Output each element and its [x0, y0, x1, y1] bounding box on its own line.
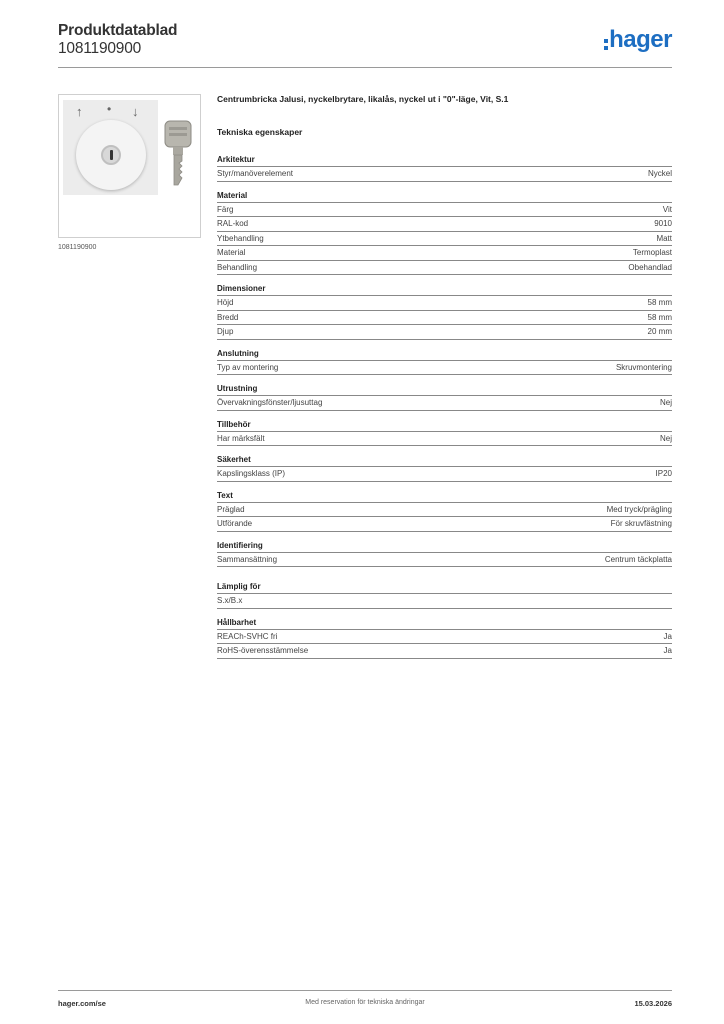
spec-row: [217, 167, 672, 182]
spec-value: Nej: [659, 433, 672, 443]
spec-label: RoHS-överensstämmelse: [217, 646, 309, 655]
key-switch-knob: [76, 120, 146, 190]
spec-value: För skruvfästning: [610, 519, 672, 528]
spec-value: 58 mm: [647, 298, 672, 307]
spec-section: [217, 455, 672, 482]
spec-label: RAL-kod: [217, 219, 249, 228]
section-title: Identifiering: [217, 541, 672, 553]
lock-cylinder: [101, 145, 121, 165]
spec-section: [217, 284, 672, 340]
spec-row: [217, 517, 672, 532]
spec-section: [217, 420, 672, 447]
section-title: Arkitektur: [217, 155, 672, 167]
spec-row: [217, 503, 672, 518]
spec-content: [217, 94, 672, 668]
spec-label: Utförande: [217, 519, 253, 528]
product-image: [58, 94, 201, 238]
spec-value: Ja: [663, 631, 672, 641]
spec-row: [217, 594, 672, 609]
spec-section: [217, 349, 672, 376]
spec-row: [217, 261, 672, 276]
spec-value: IP20: [655, 469, 672, 478]
section-title: Lämplig för: [217, 582, 672, 594]
spec-value: 58 mm: [647, 312, 672, 322]
image-caption: 1081190900: [58, 244, 97, 251]
section-title: Hållbarhet: [217, 618, 672, 630]
tech-heading: Tekniska egenskaper: [217, 127, 303, 137]
spec-label: Höjd: [217, 298, 234, 307]
dot-icon: •: [107, 102, 112, 116]
spec-row: [217, 217, 672, 232]
spec-row: [217, 396, 672, 411]
document-number: 1081190900: [58, 40, 142, 57]
section-title: Säkerhet: [217, 455, 672, 467]
section-title: Anslutning: [217, 349, 672, 361]
spec-label: Präglad: [217, 504, 245, 514]
spec-label: Ytbehandling: [217, 233, 264, 243]
spec-row: [217, 311, 672, 326]
spec-section: [217, 582, 672, 609]
spec-section: [217, 491, 672, 532]
spec-label: Sammansättning: [217, 554, 278, 564]
spec-value: Termoplast: [632, 248, 672, 257]
spec-value: 20 mm: [647, 327, 672, 336]
section-title: Dimensioner: [217, 284, 672, 296]
spec-label: Typ av montering: [217, 362, 279, 372]
spec-row: [217, 553, 672, 568]
spec-value: Skruvmontering: [615, 362, 672, 372]
section-title: Tillbehör: [217, 420, 672, 432]
spec-label: Kapslingsklass (IP): [217, 469, 286, 478]
footer-disclaimer: Med reservation för tekniska ändringar: [305, 999, 425, 1006]
spec-label: Behandling: [217, 262, 258, 272]
spec-sections: [217, 155, 672, 659]
spec-section: [217, 541, 672, 568]
spec-value: Matt: [656, 233, 672, 243]
spec-value: Vit: [662, 204, 672, 214]
page-header: [58, 22, 672, 68]
spec-row: [217, 232, 672, 247]
spec-section: [217, 618, 672, 659]
spec-section: [217, 155, 672, 182]
spec-value: Nyckel: [647, 169, 672, 178]
spec-section: [217, 384, 672, 411]
document-title: Produktdatablad: [58, 22, 178, 39]
footer-date: 15.03.2026: [634, 999, 672, 1008]
arrow-up-icon: ↑: [76, 104, 83, 119]
spec-value: Obehandlad: [628, 262, 672, 272]
spec-value: 9010: [654, 219, 672, 228]
logo-dots-icon: [604, 39, 608, 52]
spec-label: Material: [217, 248, 246, 257]
arrow-down-icon: ↓: [132, 104, 139, 119]
spec-section: [217, 191, 672, 276]
spec-label: Styr/manöverelement: [217, 169, 294, 178]
spec-value: Centrum täckplatta: [604, 554, 672, 564]
spec-label: Djup: [217, 327, 234, 336]
section-title: Material: [217, 191, 672, 203]
section-title: Text: [217, 491, 672, 503]
spec-row: [217, 246, 672, 261]
footer-website: hager.com/se: [58, 999, 106, 1008]
product-description: Centrumbricka Jalusi, nyckelbrytare, likalås, nyckel ut i "0"-läge, Vit, S.1: [217, 94, 509, 104]
spec-label: Övervakningsfönster/ljusuttag: [217, 398, 323, 407]
section-title: Utrustning: [217, 384, 672, 396]
spec-row: [217, 644, 672, 659]
spec-row: [217, 361, 672, 376]
spec-label: Bredd: [217, 312, 239, 322]
spec-label: S.x/B.x: [217, 596, 243, 605]
spec-value: Nej: [659, 398, 672, 407]
hager-logo: [604, 26, 672, 52]
spec-row: [217, 630, 672, 645]
spec-label: REACh-SVHC fri: [217, 631, 278, 641]
spec-row: [217, 467, 672, 482]
spec-value: Ja: [663, 646, 672, 655]
spec-value: Med tryck/prägling: [606, 504, 672, 514]
switch-plate-image: [63, 100, 158, 195]
spec-label: Har märksfält: [217, 433, 265, 443]
logo-text: hager: [609, 26, 672, 53]
key-icon: [163, 119, 193, 189]
keyhole-icon: [110, 150, 113, 160]
spec-row: [217, 325, 672, 340]
page-footer: [58, 990, 672, 1014]
spec-label: Färg: [217, 204, 234, 214]
spec-row: [217, 432, 672, 447]
spec-row: [217, 296, 672, 311]
spec-row: [217, 203, 672, 218]
